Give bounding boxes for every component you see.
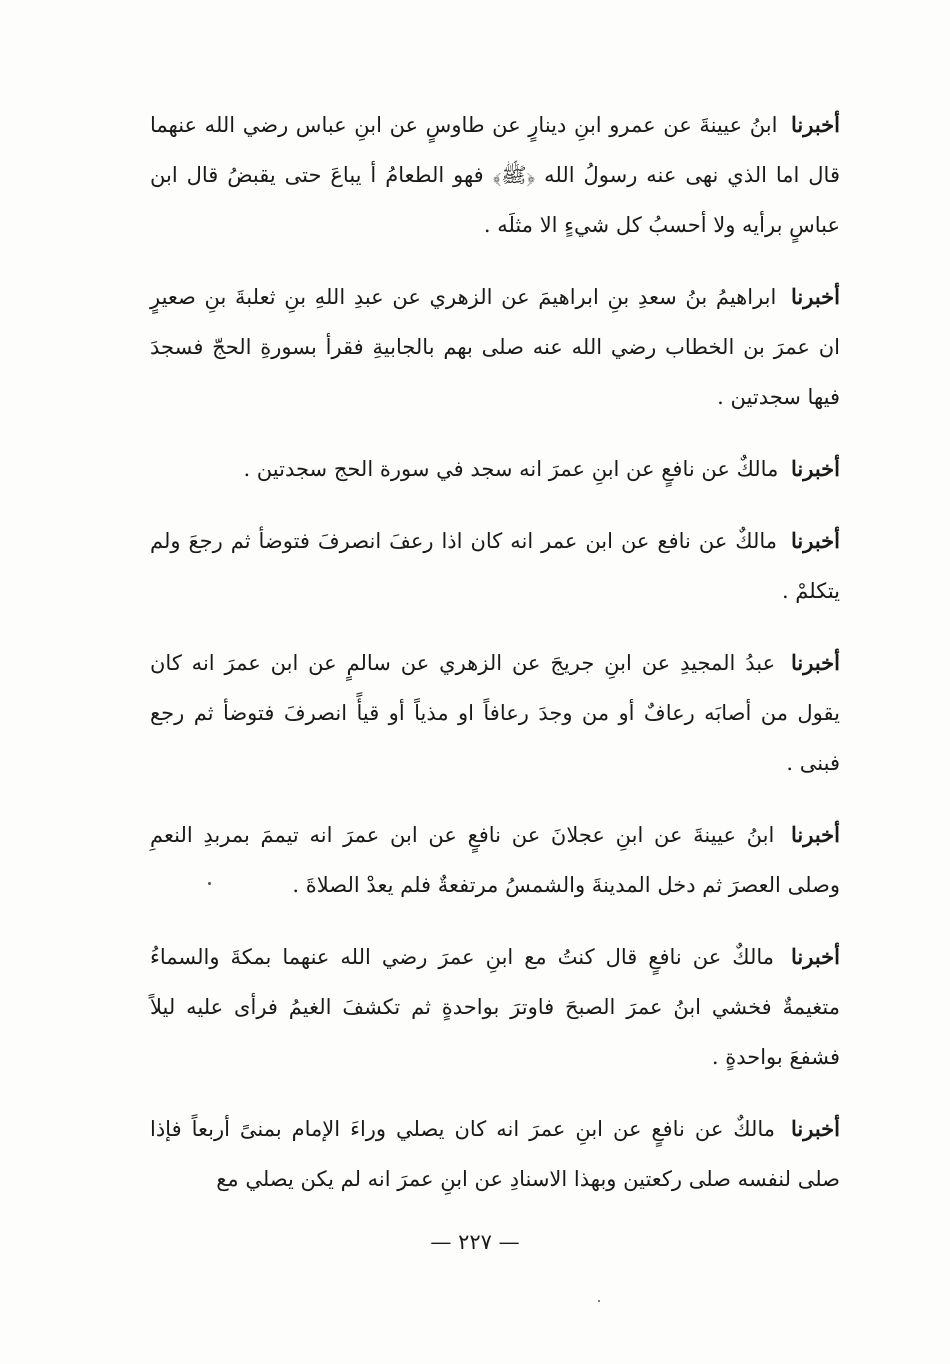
- hadith-paragraph: [150, 100, 840, 250]
- hadith-paragraph: [150, 516, 840, 616]
- hadith-paragraph: [150, 638, 840, 788]
- hadith-paragraph: [150, 272, 840, 422]
- scan-speck: [208, 882, 211, 885]
- paragraph-text: ابنُ عيينةَ عن عمرو ابنِ دينارٍ عن طاوسٍ عن ابنِ عباس رضي الله عنهما قال اما الذي نهى عنه رسولُ الله ﴿ﷺ﴾ فهو الطعامُ أ يباعَ حتى يقبضُ قال ابن عباسٍ برأيه ولا أحسبُ كل شيءٍ الا مثلَه .: [150, 113, 840, 237]
- paragraph-lead: أخبرنا: [791, 112, 840, 137]
- paragraph-text: مالكٌ عن نافعٍ عن ابنِ عمرَ انه كان يصلي وراءَ الإمام بمنىً أربعاً فإذا صلى لنفسه صلى ركعتين وبهذا الاسنادِ عن ابنِ عمرَ انه لم يكن يصلي مع: [150, 1117, 840, 1191]
- paragraph-lead: أخبرنا: [791, 944, 840, 969]
- paragraph-lead: أخبرنا: [791, 650, 840, 675]
- paragraph-text: ابراهيمُ بنُ سعدِ بنِ ابراهيمَ عن الزهري عن عبدِ اللهِ بنِ ثعلبةَ بنِ صعيرٍ ان عمرَ بن الخطاب رضي الله عنه صلى بهم بالجابيةِ فقرأ بسورةِ الحجّ فسجدَ فيها سجدتين .: [150, 285, 840, 409]
- paragraph-text: مالكٌ عن نافعٍ عن ابنِ عمرَ انه سجد في سورة الحج سجدتين .: [243, 457, 779, 481]
- hadith-paragraph: [150, 444, 840, 494]
- paragraph-lead: أخبرنا: [791, 528, 840, 553]
- paragraph-text: ابنُ عيينةَ عن ابنِ عجلانَ عن نافعٍ عن ابن عمرَ انه تيممَ بمربدِ النعمِ وصلى العصرَ ثم دخل المدينةَ والشمسُ مرتفعةٌ فلم يعدْ الصلاةَ .: [150, 823, 840, 897]
- paragraph-lead: أخبرنا: [791, 284, 840, 309]
- page-number: — ٢٢٧ —: [430, 1230, 520, 1254]
- paragraph-text: عبدُ المجيدِ عن ابنِ جريجَ عن الزهري عن سالمٍ عن ابن عمرَ انه كان يقول من أصابَه رعافٌ أو من وجدَ رعافاً او مذياً أو قيأً انصرفَ فتوضأ ثم رجع فبنى .: [150, 651, 840, 775]
- paragraph-lead: أخبرنا: [791, 822, 840, 847]
- paragraph-text: مالكٌ عن نافع عن ابن عمر انه كان اذا رعفَ انصرفَ فتوضأ ثم رجعَ ولم يتكلمْ .: [150, 529, 840, 603]
- paragraph-text: مالكٌ عن نافعٍ قال كنتُ مع ابنِ عمرَ رضي الله عنهما بمكةَ والسماءُ متغيمةٌ فخشي ابنُ عمرَ الصبحَ فاوترَ بواحدةٍ ثم تكشفَ الغيمُ فرأى عليه ليلاً فشفعَ بواحدةٍ .: [150, 945, 840, 1069]
- hadith-paragraph: [150, 810, 840, 910]
- scan-speck: [598, 1300, 600, 1302]
- paragraph-lead: أخبرنا: [791, 456, 840, 481]
- hadith-paragraph: [150, 1104, 840, 1204]
- hadith-paragraph: [150, 932, 840, 1082]
- document-body: [150, 100, 840, 1226]
- paragraph-lead: أخبرنا: [791, 1116, 840, 1141]
